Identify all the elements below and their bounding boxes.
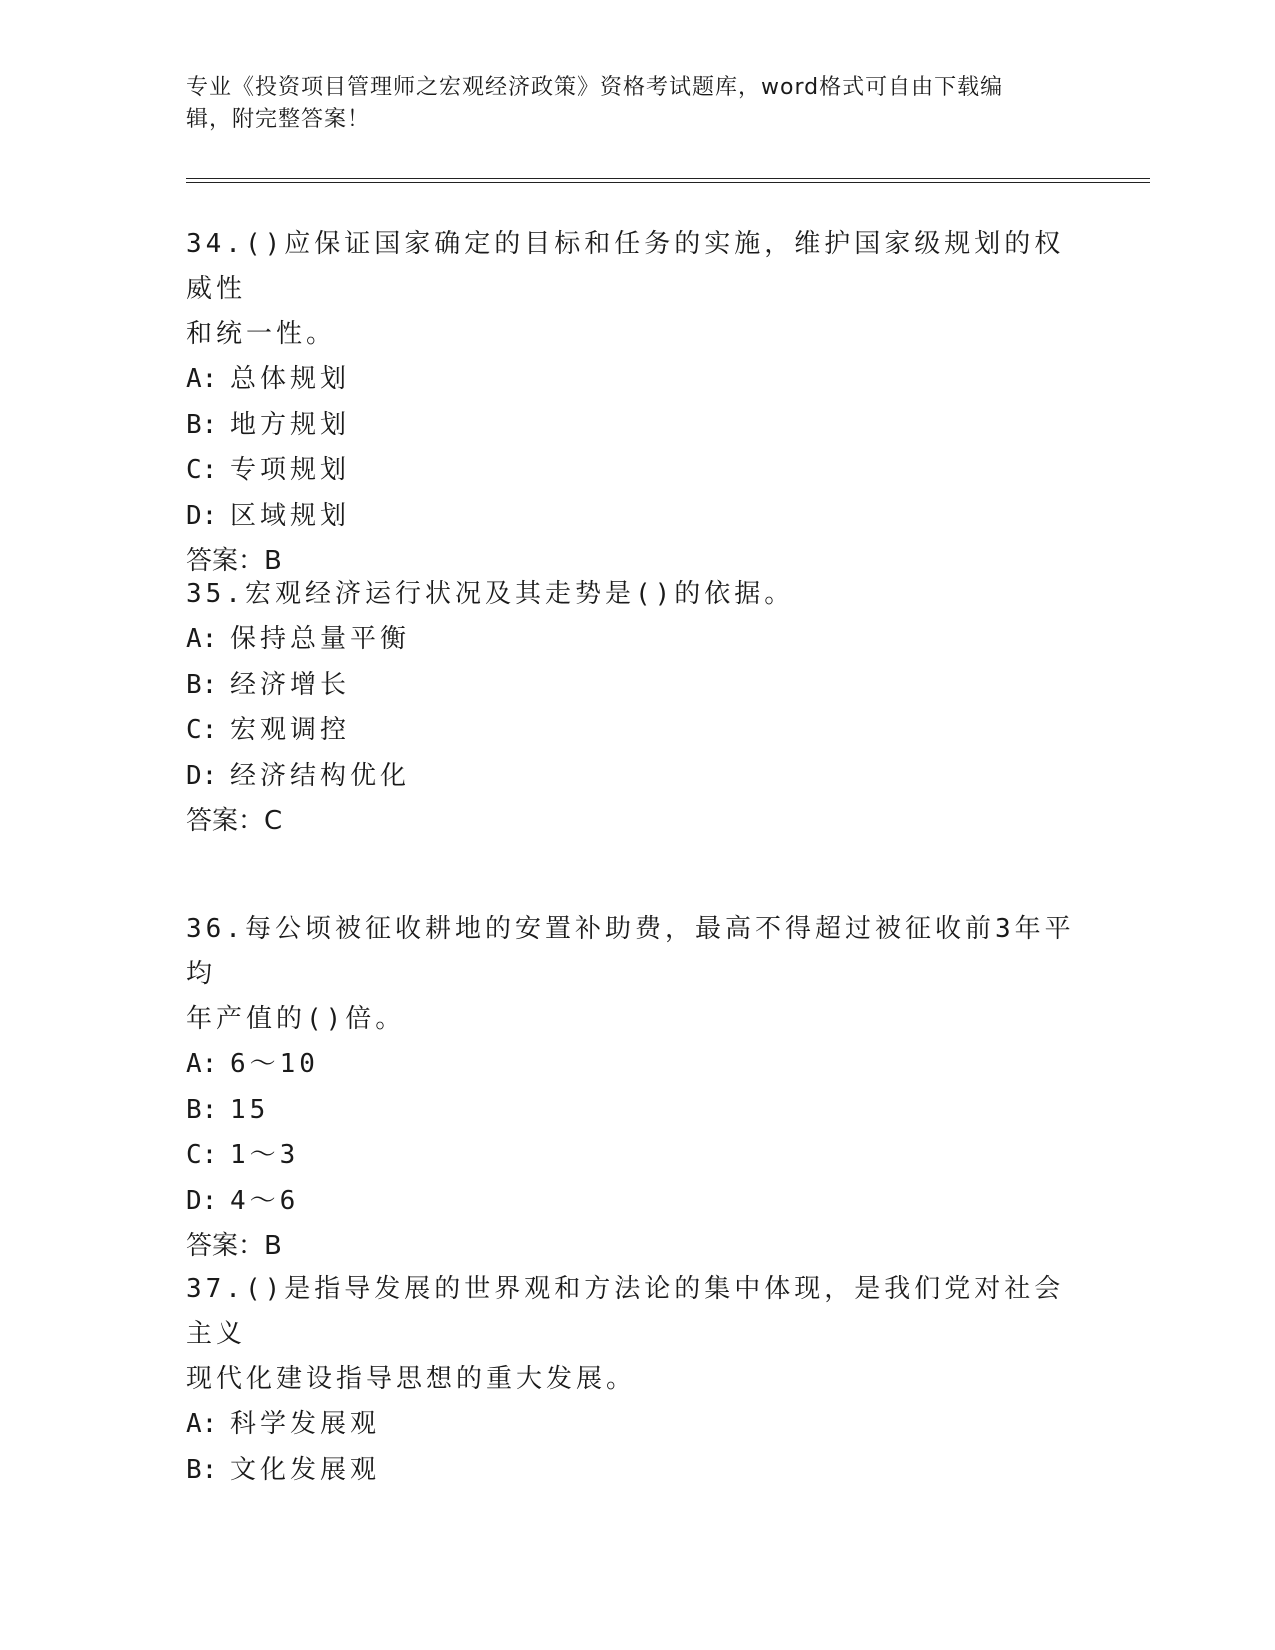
option-letter: D: xyxy=(186,760,218,791)
option-letter: D: xyxy=(186,1185,218,1216)
answer-text: 答案：B xyxy=(186,546,282,576)
option-letter: B: xyxy=(186,409,218,440)
header-line-2: 辑，附完整答案！ xyxy=(186,107,371,132)
answer-text: 答案：C xyxy=(186,806,283,836)
option-letter: C: xyxy=(186,715,218,745)
option-b xyxy=(186,1448,1086,1494)
option-a xyxy=(186,357,1086,403)
option-text: 总体规划 xyxy=(230,364,351,394)
option-d xyxy=(186,494,1086,540)
option-b xyxy=(186,663,1086,709)
header-divider-top xyxy=(186,178,1150,179)
option-d xyxy=(186,1179,1086,1225)
option-letter: C: xyxy=(186,1140,218,1170)
option-text: 4～6 xyxy=(230,1185,300,1216)
option-text: 文化发展观 xyxy=(230,1454,381,1485)
question-34 xyxy=(186,222,1086,584)
question-stem-line-1: 36.每公顷被征收耕地的安置补助费，最高不得超过被征收前3年平均 xyxy=(186,914,1075,989)
option-letter: C: xyxy=(186,455,218,485)
option-text: 科学发展观 xyxy=(230,1409,381,1439)
option-letter: A: xyxy=(186,364,218,394)
question-stem-line-2: 和统一性。 xyxy=(186,319,337,349)
option-d xyxy=(186,754,1086,800)
header-line-1: 专业《投资项目管理师之宏观经济政策》资格考试题库，word格式可自由下载编 xyxy=(186,75,1004,100)
option-letter: B: xyxy=(186,1454,218,1485)
option-text: 经济结构优化 xyxy=(230,760,411,791)
option-text: 专项规划 xyxy=(230,455,351,485)
document-header xyxy=(186,72,1076,136)
option-text: 宏观调控 xyxy=(230,715,351,745)
option-b xyxy=(186,403,1086,449)
option-c xyxy=(186,1133,1086,1179)
question-stem-line-1: 34.()应保证国家确定的目标和任务的实施，维护国家级规划的权威性 xyxy=(186,229,1065,304)
option-text: 地方规划 xyxy=(230,409,351,440)
header-divider-bottom xyxy=(186,182,1150,183)
question-35 xyxy=(186,572,1086,844)
option-text: 保持总量平衡 xyxy=(230,624,411,654)
option-letter: A: xyxy=(186,1409,218,1439)
question-stem-line-1: 37.()是指导发展的世界观和方法论的集中体现，是我们党对社会主义 xyxy=(186,1274,1065,1349)
option-b xyxy=(186,1088,1086,1134)
question-stem-line-2: 现代化建设指导思想的重大发展。 xyxy=(186,1364,637,1394)
question-stem-line-2: 年产值的()倍。 xyxy=(186,1004,406,1034)
question-stem-line-1: 35.宏观经济运行状况及其走势是()的依据。 xyxy=(186,579,795,609)
option-c xyxy=(186,708,1086,754)
option-letter: A: xyxy=(186,624,218,654)
question-37 xyxy=(186,1267,1086,1493)
option-text: 经济增长 xyxy=(230,669,351,700)
option-letter: B: xyxy=(186,669,218,700)
option-a xyxy=(186,1042,1086,1088)
option-letter: A: xyxy=(186,1049,218,1079)
option-text: 15 xyxy=(230,1094,270,1125)
question-36 xyxy=(186,907,1086,1269)
option-letter: D: xyxy=(186,500,218,531)
option-text: 区域规划 xyxy=(230,500,351,531)
option-text: 1～3 xyxy=(230,1140,300,1170)
option-letter: B: xyxy=(186,1094,218,1125)
answer-text: 答案：B xyxy=(186,1231,282,1261)
option-c xyxy=(186,448,1086,494)
option-a xyxy=(186,1402,1086,1448)
option-a xyxy=(186,617,1086,663)
option-text: 6～10 xyxy=(230,1049,319,1079)
